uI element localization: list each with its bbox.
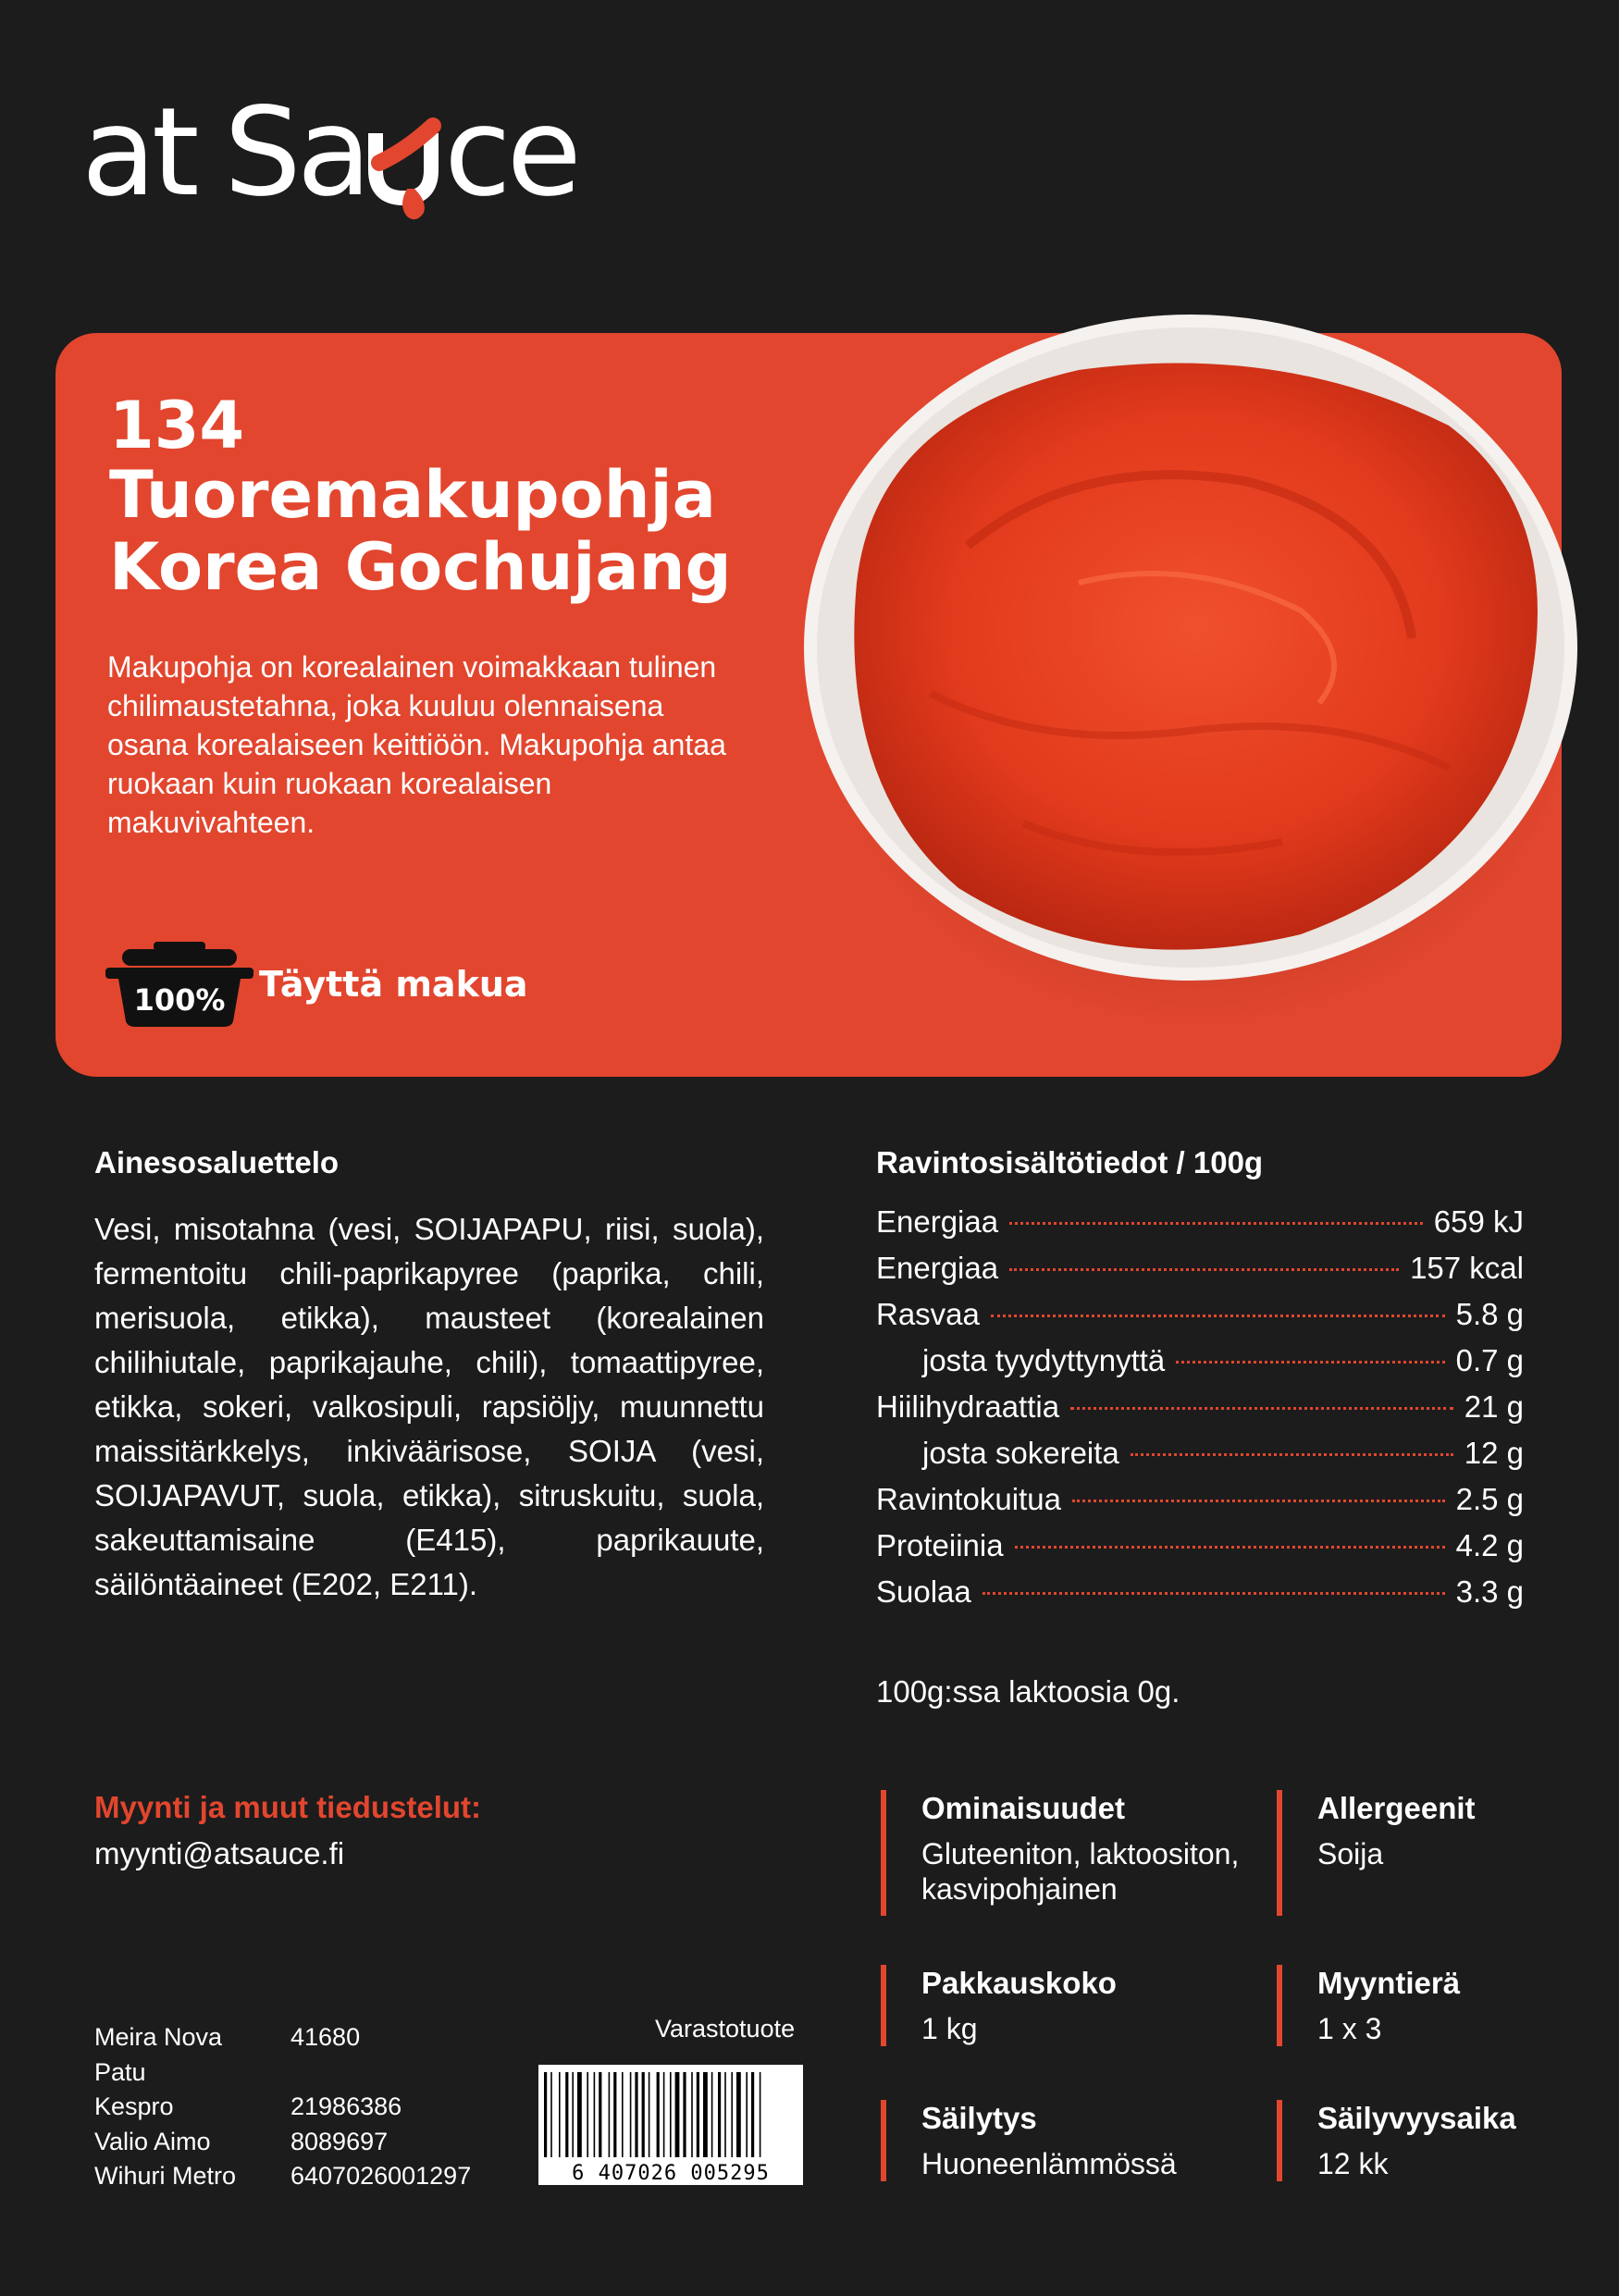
nutrition-row: [876, 1297, 1524, 1343]
wholesaler-row: [94, 2090, 471, 2125]
wholesaler-name: Patu: [94, 2057, 146, 2086]
wholesaler-code: 8089697: [290, 2127, 389, 2155]
properties-block: [881, 1790, 1273, 1916]
nutrition-value: 4.2 g: [1455, 1528, 1524, 1562]
barcode-bar: [711, 2072, 713, 2157]
storage-title: Säilytys: [921, 2101, 1037, 2135]
svg-text:ce: ce: [444, 85, 577, 224]
barcode-bar: [550, 2072, 552, 2157]
nutrition-row: [876, 1436, 1524, 1482]
nutrition-value: 157 kcal: [1410, 1251, 1524, 1285]
product-description: Makupohja on korealainen voimakkaan tulinen chilimaustetahna, joka kuuluu olennaisena osana korealaiseen keittiöön. Makupohja antaa ruokaan kuin ruokaan korealaisen makuvivahteen.: [107, 650, 726, 839]
nutrition-value: 5.8 g: [1455, 1297, 1524, 1331]
full-flavor-badge: [105, 942, 528, 1027]
properties-value: Gluteeniton, laktoositon, kasvipohjainen: [921, 1837, 1240, 1906]
allergens-value: Soija: [1317, 1837, 1384, 1870]
brand-logo: [81, 85, 636, 224]
barcode-bar: [635, 2072, 637, 2157]
allergens-title: Allergeenit: [1317, 1791, 1476, 1825]
nutrition-heading: Ravintosisältötiedot / 100g: [876, 1145, 1264, 1179]
nutrition-label: Energiaa: [876, 1251, 999, 1285]
barcode-digits: 6 407026 005295: [572, 2162, 770, 2185]
nutrition-table: [876, 1204, 1524, 1621]
shelf-life-value: 12 kk: [1317, 2147, 1389, 2180]
nutrition-row: [876, 1528, 1524, 1574]
barcode-bar: [587, 2072, 588, 2157]
wholesaler-row: [94, 2055, 471, 2091]
wholesaler-name: Meira Nova: [94, 2023, 223, 2051]
barcode-bar: [670, 2072, 672, 2157]
product-title-line1: Tuoremakupohja: [109, 457, 716, 533]
barcode-bar: [736, 2072, 741, 2157]
contact-email-link[interactable]: myynti@atsauce.fi: [94, 1836, 345, 1870]
wholesaler-name: Wihuri Metro: [94, 2162, 237, 2190]
barcode-bar: [599, 2072, 601, 2157]
svg-text:at: at: [81, 85, 195, 224]
storage-block: [881, 2100, 1254, 2181]
barcode-image: [538, 2065, 803, 2185]
barcode-bar: [630, 2072, 632, 2157]
nutrition-value: 0.7 g: [1455, 1343, 1524, 1377]
barcode-bar: [746, 2072, 748, 2157]
barcode-bar: [649, 2072, 650, 2157]
contact-heading: Myynti ja muut tiedustelut:: [94, 1790, 482, 1824]
barcode: [538, 2065, 803, 2185]
package-size-title: Pakkauskoko: [921, 1966, 1117, 2000]
product-bowl-image: [801, 305, 1580, 1018]
wholesaler-name: Kespro: [94, 2092, 174, 2120]
barcode-bar: [751, 2072, 754, 2157]
badge-label: Täyttä makua: [259, 964, 528, 1005]
product-number: 134: [109, 388, 245, 463]
barcode-bar: [572, 2072, 574, 2157]
pot-icon: [105, 942, 253, 1027]
sales-unit-block: [1277, 1965, 1530, 2046]
sales-unit-title: Myyntierä: [1317, 1966, 1461, 2000]
barcode-bar: [577, 2072, 582, 2157]
barcode-bar: [697, 2072, 699, 2157]
barcode-bar: [642, 2072, 645, 2157]
wholesaler-row: [94, 2125, 471, 2160]
nutrition-label: Proteiinia: [876, 1528, 1004, 1562]
allergens-block: [1277, 1790, 1530, 1916]
barcode-bar: [663, 2072, 665, 2157]
properties-title: Ominaisuudet: [921, 1791, 1126, 1825]
lactose-note: 100g:ssa laktoosia 0g.: [876, 1674, 1180, 1709]
barcode-bar: [609, 2072, 611, 2157]
wholesaler-row: [94, 2020, 471, 2055]
wholesaler-row: [94, 2159, 471, 2194]
nutrition-label: Rasvaa: [876, 1297, 980, 1331]
ingredients-text: Vesi, misotahna (vesi, SOIJAPAPU, riisi, suola), fermentoitu chili-paprikapyree (paprika, chili, merisuola, etikka), mausteet (korealainen chilihiutale, paprikajauhe, chili), tomaattipyree, etikka, sokeri, valkosipuli, rapsiöljy, muunnettu maissitärkkelys, inkiväärisose, SOIJA (vesi, SOIJAPAVUT, suola, etikka), sitruskuitu, suola, sakeuttamisaine (E415), paprikauute, säilöntäaineet (E202, E211).: [94, 1212, 764, 1601]
wholesaler-code: 21986386: [290, 2092, 402, 2120]
ingredients-heading: Ainesosaluettelo: [94, 1145, 340, 1179]
barcode-bar: [731, 2072, 733, 2157]
nutrition-label: Energiaa: [876, 1204, 999, 1239]
nutrition-row: [876, 1343, 1524, 1389]
shelf-life-title: Säilyvyysaika: [1317, 2101, 1516, 2135]
wholesaler-code: 6407026001297: [290, 2162, 472, 2190]
nutrition-row: [876, 1482, 1524, 1528]
storage-value: Huoneenlämmössä: [921, 2147, 1177, 2180]
brand-logo-mark: [81, 85, 636, 224]
nutrition-label: Suolaa: [876, 1574, 971, 1609]
barcode-bar: [613, 2072, 616, 2157]
stock-label: Varastotuote: [655, 2015, 796, 2043]
nutrition-value: 2.5 g: [1455, 1482, 1524, 1516]
barcode-bar: [565, 2072, 568, 2157]
barcode-bar: [760, 2072, 761, 2157]
package-size-block: [881, 1965, 1254, 2046]
wholesaler-name: Valio Aimo: [94, 2127, 211, 2155]
barcode-bar: [703, 2072, 708, 2157]
barcode-bar: [724, 2072, 726, 2157]
nutrition-value: 21 g: [1464, 1389, 1524, 1424]
svg-text:Sa: Sa: [224, 85, 367, 224]
barcode-bar: [718, 2072, 721, 2157]
barcode-bar: [675, 2072, 680, 2157]
barcode-bar: [657, 2072, 660, 2157]
sales-unit-value: 1 x 3: [1317, 2012, 1382, 2045]
nutrition-label: josta sokereita: [922, 1436, 1119, 1470]
nutrition-label: Hiilihydraattia: [876, 1389, 1060, 1424]
wholesaler-codes: [94, 2020, 471, 2194]
nutrition-row: [876, 1251, 1524, 1297]
product-hero-card: [56, 333, 1562, 1077]
product-title: [109, 459, 868, 603]
barcode-bar: [622, 2072, 624, 2157]
nutrition-label: josta tyydyttynyttä: [922, 1343, 1166, 1377]
nutrition-row: [876, 1574, 1524, 1621]
badge-percent: 100%: [133, 982, 226, 1018]
barcode-bar: [544, 2072, 547, 2157]
barcode-bar: [559, 2072, 561, 2157]
wholesaler-code: 41680: [290, 2023, 361, 2051]
product-title-line2: Korea Gochujang: [109, 529, 732, 605]
shelf-life-block: [1277, 2100, 1549, 2181]
nutrition-row: [876, 1389, 1524, 1436]
nutrition-value: 3.3 g: [1455, 1574, 1524, 1609]
package-size-value: 1 kg: [921, 2012, 978, 2045]
barcode-bar: [683, 2072, 686, 2157]
barcode-bar: [594, 2072, 596, 2157]
nutrition-value: 659 kJ: [1433, 1204, 1524, 1239]
barcode-bar: [691, 2072, 693, 2157]
nutrition-label: Ravintokuitua: [876, 1482, 1061, 1516]
nutrition-row: [876, 1204, 1524, 1251]
nutrition-value: 12 g: [1464, 1436, 1524, 1470]
